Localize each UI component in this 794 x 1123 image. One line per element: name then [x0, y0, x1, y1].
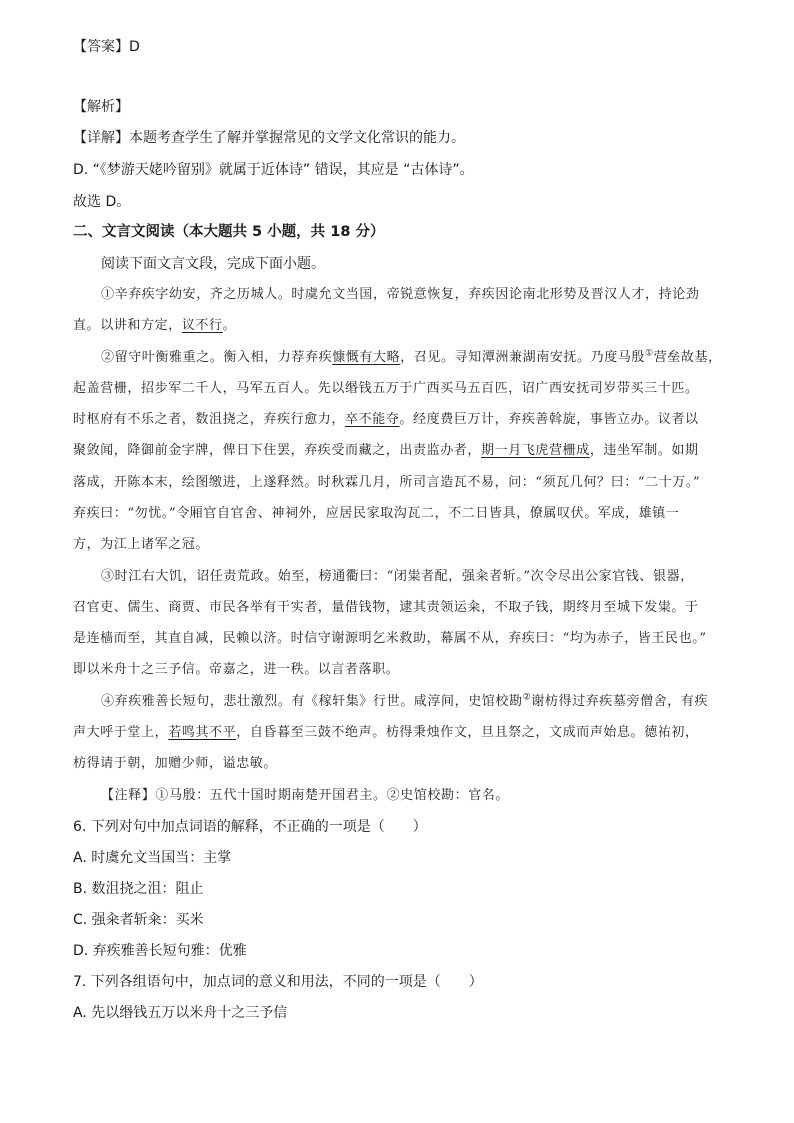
reading-instruction: 阅读下面文言文段，完成下面小题。 — [101, 256, 325, 272]
note-marker: ② — [522, 692, 532, 703]
passage-p4-line1: ④弃疾雅善长短句，悲壮激烈。有《稼轩集》行世。咸淳间，史馆校勘②谢枋得过弃疾墓旁僧舍，有疾 — [101, 692, 709, 709]
passage-p2-line7: 方，为江上诸军之冠。 — [73, 537, 210, 552]
annotation-notes: 【注释】①马殷：五代十国时期南楚开国君主。②史馆校勘：官名。 — [101, 788, 510, 803]
note-marker: ① — [645, 348, 654, 359]
question-6-option-c: C. 强籴者斩籴：买米 — [73, 912, 204, 928]
underlined-phrase: 卒不能夺 — [345, 412, 400, 427]
question-6-option-d: D. 弃疾雅善长短句雅：优雅 — [73, 943, 247, 959]
question-7-stem: 7. 下列各组语句中，加点词的意义和用法，不同的一项是（ ） — [73, 974, 483, 990]
detail-line: 【详解】本题考查学生了解并掌握常见的文学文化常识的能力。 — [73, 130, 465, 146]
question-6-option-b: B. 数沮挠之沮：阻止 — [73, 881, 204, 897]
passage-p2-line1: ②留守叶衡雅重之。衡入相，力荐弃疾慷慨有大略，召见。寻知潭洲兼湖南安抚。乃度马殷①营垒故基， — [101, 348, 722, 365]
underlined-phrase: 若鸣其不平 — [168, 725, 237, 740]
passage-p1-line1: ①辛弃疾字幼安，齐之历城人。时虞允文当国，帝锐意恢复，弃疾因论南北形势及晋汉人才，持论劲 — [101, 287, 700, 302]
underlined-phrase: 慷慨有大略 — [332, 350, 401, 365]
passage-p4-line3: 枋得请于朝，加赠少师，谥忠敏。 — [73, 756, 278, 771]
passage-p2-line5: 落成，开陈本末，绘图缴进，上遂释然。时秋霖几月，所司言造瓦不易，问：“须瓦几何？曰：“二十万。” — [73, 475, 701, 490]
underlined-phrase: 议不行 — [181, 318, 223, 333]
passage-p2-line4: 聚敛闻，降御前金字牌，俾日下住罢，弃疾受而藏之，出责监办者，期一月飞虎营栅成，违坐军制。如期 — [73, 443, 699, 458]
passage-p3-line1: ③时江右大饥，诏任责荒政。始至，榜通衢曰：“闭粜者配，强籴者斩。”次令尽出公家官钱、银器， — [101, 569, 694, 584]
option-d-note: D. “《梦游天姥吟留别》就属于近体诗” 错误，其应是 “古体诗”。 — [73, 162, 474, 178]
underlined-phrase: 期一月飞虎营栅成 — [481, 443, 590, 458]
passage-p3-line4: 即以米舟十之三予信。帝嘉之，进一秩。以言者落职。 — [73, 662, 400, 677]
conclusion-line: 故选 D。 — [73, 194, 131, 210]
passage-p3-line2: 召官吏、儒生、商贾、市民各举有干实者，量借钱物，逮其责领运籴，不取子钱，期终月至城下发粜。于 — [73, 600, 699, 615]
question-6-option-a: A. 时虞允文当国当：主掌 — [73, 850, 232, 866]
passage-p4-line2: 声大呼于堂上，若鸣其不平，自昏暮至三鼓不绝声。枋得秉烛作文，旦且祭之，文成而声始息。德祐初， — [73, 725, 699, 740]
passage-p2-line3: 时枢府有不乐之者，数沮挠之，弃疾行愈力，卒不能夺。经度费巨万计，弃疾善斡旋，事皆立办。议者以 — [73, 412, 699, 427]
passage-p2-line6: 弃疾曰：“勿忧。”令厢官自官舍、神祠外，应居民家取沟瓦二，不二日皆具，僚属叹伏。军成，雄镇一 — [73, 506, 680, 521]
analysis-label: 【解析】 — [73, 99, 129, 115]
passage-p2-line2: 起盖营栅，招步军二千人，马军五百人。先以缗钱五万于广西买马五百匹，诏广西安抚司岁带买三十匹。 — [73, 381, 699, 396]
passage-p3-line3: 是连樯而至，其直自减，民赖以济。时信守谢源明乞米救助，幕属不从，弃疾曰：“均为赤子，皆王民也。” — [73, 631, 707, 646]
question-6-stem: 6. 下列对句中加点词语的解释，不正确的一项是（ ） — [73, 819, 427, 835]
answer-line: 【答案】D — [73, 39, 140, 55]
question-7-option-a: A. 先以缗钱五万以米舟十之三予信 — [73, 1005, 288, 1021]
passage-p1-line2: 直。以讲和方定，议不行。 — [73, 318, 237, 333]
section-title: 二、文言文阅读（本大题共 5 小题，共 18 分） — [73, 224, 385, 240]
